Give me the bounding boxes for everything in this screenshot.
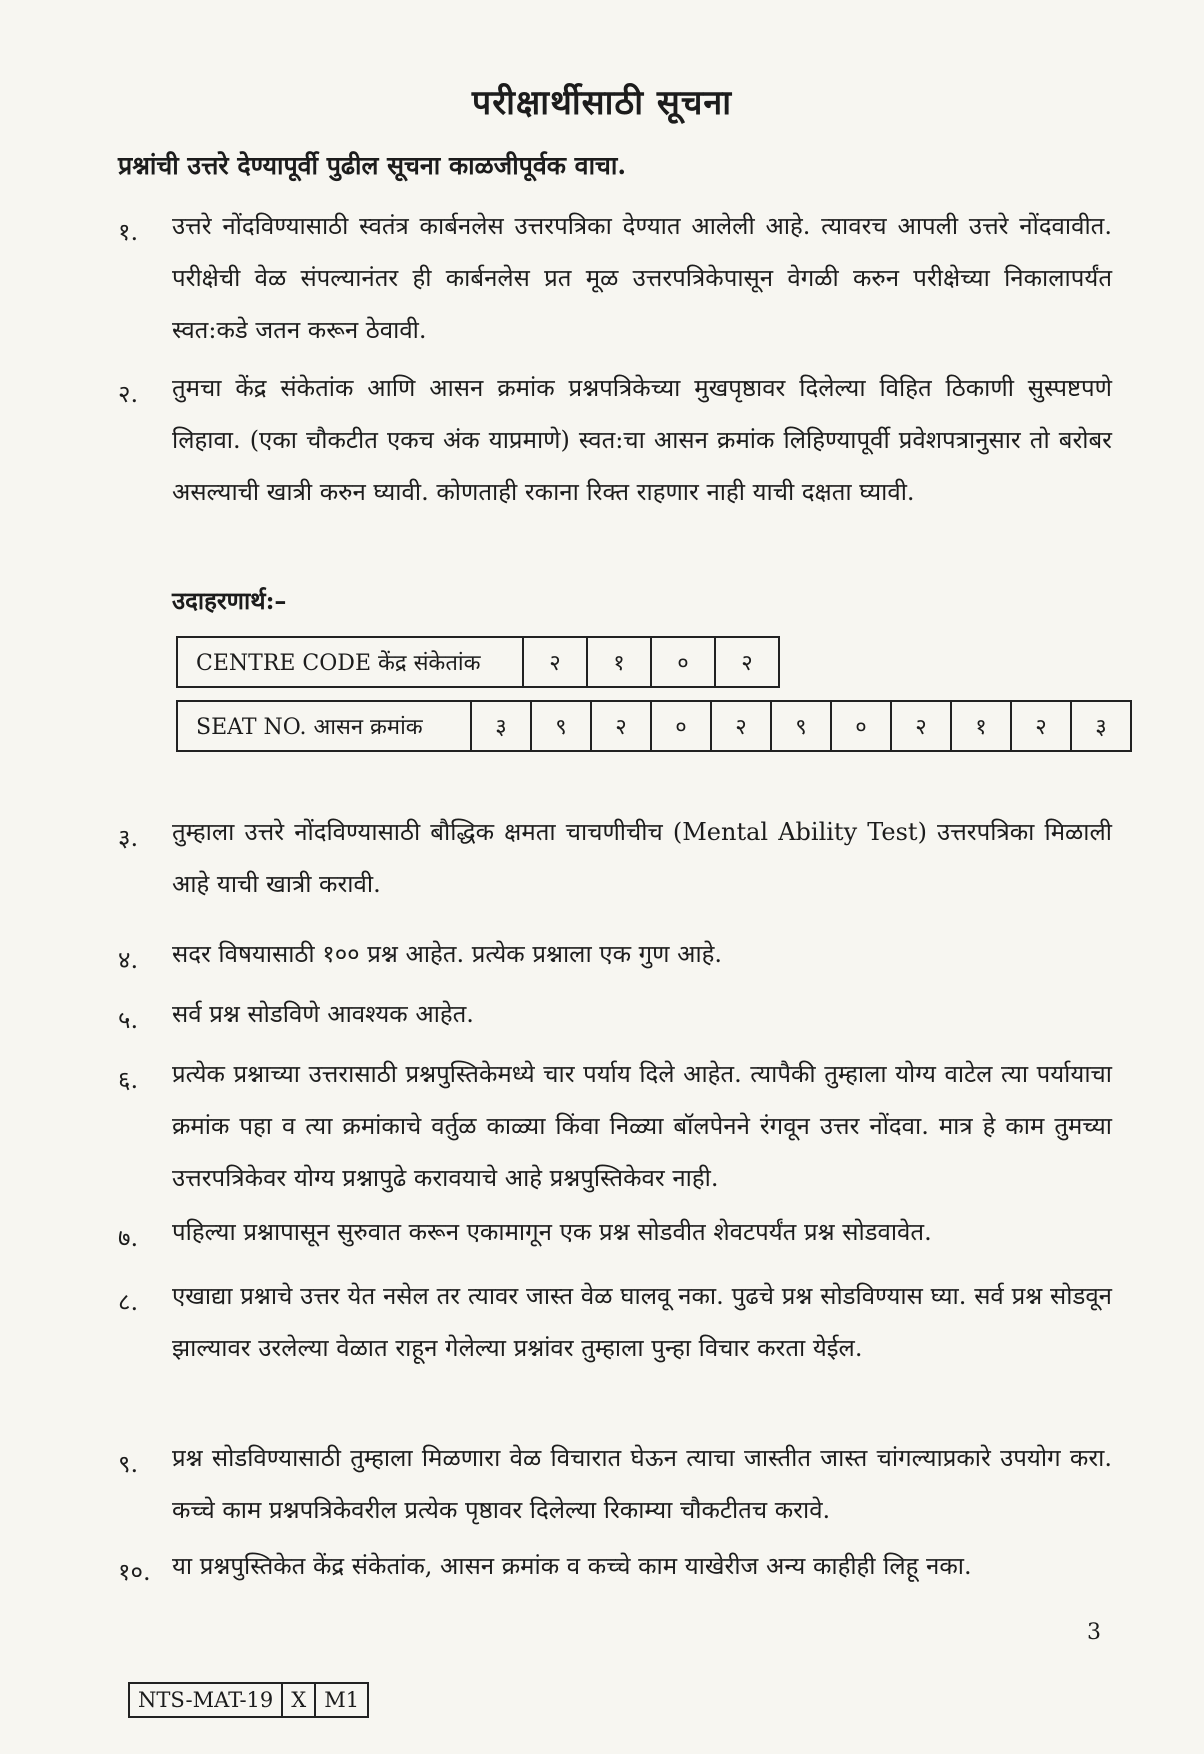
instruction-number: ९.: [118, 1450, 139, 1478]
instruction-number: २.: [118, 380, 139, 408]
instruction-number: ४.: [118, 946, 139, 974]
seat-number-digit: ३: [1071, 701, 1131, 751]
instruction-number: ३.: [118, 824, 139, 852]
paper-set: M1: [315, 1683, 368, 1717]
instruction-number: ५.: [118, 1006, 139, 1034]
instruction-text: उत्तरे नोंदविण्यासाठी स्वतंत्र कार्बनलेस उत्तरपत्रिका देण्यात आलेली आहे. त्यावरच आपली उत्तरे नोंदवावीत. परीक्षेची वेळ संपल्यानंतर ही कार्बनलेस प्रत मूळ उत्तरपत्रिकेपासून वेगळी करुन परीक्षेच्या निकालापर्यंत स्वत:कडे जतन करून ठेवावी.: [172, 212, 1112, 344]
centre-code-box: [176, 636, 780, 688]
instruction-number: १.: [118, 218, 139, 246]
instruction-text: पहिल्या प्रश्नापासून सुरुवात करून एकामागून एक प्रश्न सोडवीत शेवटपर्यंत प्रश्न सोडवावेत.: [172, 1218, 932, 1246]
instruction-text: सर्व प्रश्न सोडविणे आवश्यक आहेत.: [172, 1000, 474, 1028]
seat-number-label: SEAT NO. आसन क्रमांक: [177, 701, 471, 751]
paper-code: NTS-MAT-19: [129, 1683, 282, 1717]
instruction-text: या प्रश्नपुस्तिकेत केंद्र संकेतांक, आसन क्रमांक व कच्चे काम याखेरीज अन्य काहीही लिहू नका.: [172, 1552, 972, 1580]
instruction-text: प्रश्न सोडविण्यासाठी तुम्हाला मिळणारा वेळ विचारात घेऊन त्याचा जास्तीत जास्त चांगल्याप्रकारे उपयोग करा. कच्चे काम प्रश्नपत्रिकेवरील प्रत्येक पृष्ठावर दिलेल्या रिकाम्या चौकटीतच करावे.: [172, 1444, 1112, 1524]
paper-class: X: [282, 1683, 315, 1717]
seat-number-digit: २: [891, 701, 951, 751]
instruction-number: ८.: [118, 1288, 139, 1316]
centre-code-digit: २: [715, 637, 779, 687]
example-label: उदाहरणार्थ:–: [172, 586, 287, 615]
seat-number-digit: १: [951, 701, 1011, 751]
paper-code-box: [128, 1682, 369, 1718]
seat-number-digit: ३: [471, 701, 531, 751]
page-title: परीक्षार्थीसाठी सूचना: [471, 83, 733, 123]
seat-number-digit: २: [1011, 701, 1071, 751]
seat-number-digit: ९: [531, 701, 591, 751]
centre-code-digit: ०: [651, 637, 715, 687]
instruction-text: एखाद्या प्रश्नाचे उत्तर येत नसेल तर त्यावर जास्त वेळ घालवू नका. पुढचे प्रश्न सोडविण्यास घ्या. सर्व प्रश्न सोडवून झाल्यावर उरलेल्या वेळात राहून गेलेल्या प्रश्नांवर तुम्हाला पुन्हा विचार करता येईल.: [172, 1282, 1112, 1362]
instruction-text: तुम्हाला उत्तरे नोंदविण्यासाठी बौद्धिक क्षमता चाचणीचीच (Mental Ability Test) उत्तरपत्रिका मिळाली आहे याची खात्री करावी.: [172, 818, 1112, 898]
instruction-number: ७.: [118, 1224, 139, 1252]
instruction-number: ६.: [118, 1066, 139, 1094]
instruction-number: १०.: [118, 1558, 151, 1586]
seat-number-digit: ०: [831, 701, 891, 751]
seat-number-digit: २: [591, 701, 651, 751]
seat-number-digit: ०: [651, 701, 711, 751]
instruction-text: तुमचा केंद्र संकेतांक आणि आसन क्रमांक प्रश्नपत्रिकेच्या मुखपृष्ठावर दिलेल्या विहित ठिकाणी सुस्पष्टपणे लिहावा. (एका चौकटीत एकच अंक याप्रमाणे) स्वत:चा आसन क्रमांक लिहिण्यापूर्वी प्रवेशपत्रानुसार तो बरोबर असल्याची खात्री करुन घ्यावी. कोणताही रकाना रिक्त राहणार नाही याची दक्षता घ्यावी.: [172, 374, 1112, 506]
centre-code-digit: १: [587, 637, 651, 687]
page-subtitle: प्रश्नांची उत्तरे देण्यापूर्वी पुढील सूचना काळजीपूर्वक वाचा.: [118, 151, 627, 180]
page-number: 3: [1087, 1620, 1101, 1645]
instruction-text: सदर विषयासाठी १०० प्रश्न आहेत. प्रत्येक प्रश्नाला एक गुण आहे.: [172, 940, 723, 968]
instruction-text: प्रत्येक प्रश्नाच्या उत्तरासाठी प्रश्नपुस्तिकेमध्ये चार पर्याय दिले आहेत. त्यापैकी तुम्हाला योग्य वाटेल त्या पर्यायाचा क्रमांक पहा व त्या क्रमांकाचे वर्तुळ काळ्या किंवा निळ्या बॉलपेनने रंगवून उत्तर नोंदवा. मात्र हे काम तुमच्या उत्तरपत्रिकेवर योग्य प्रश्नापुढे करावयाचे आहे प्रश्नपुस्तिकेवर नाही.: [172, 1060, 1112, 1192]
seat-number-box: [176, 700, 1132, 752]
centre-code-label: CENTRE CODE केंद्र संकेतांक: [177, 637, 523, 687]
seat-number-digit: ९: [771, 701, 831, 751]
centre-code-digit: २: [523, 637, 587, 687]
seat-number-digit: २: [711, 701, 771, 751]
